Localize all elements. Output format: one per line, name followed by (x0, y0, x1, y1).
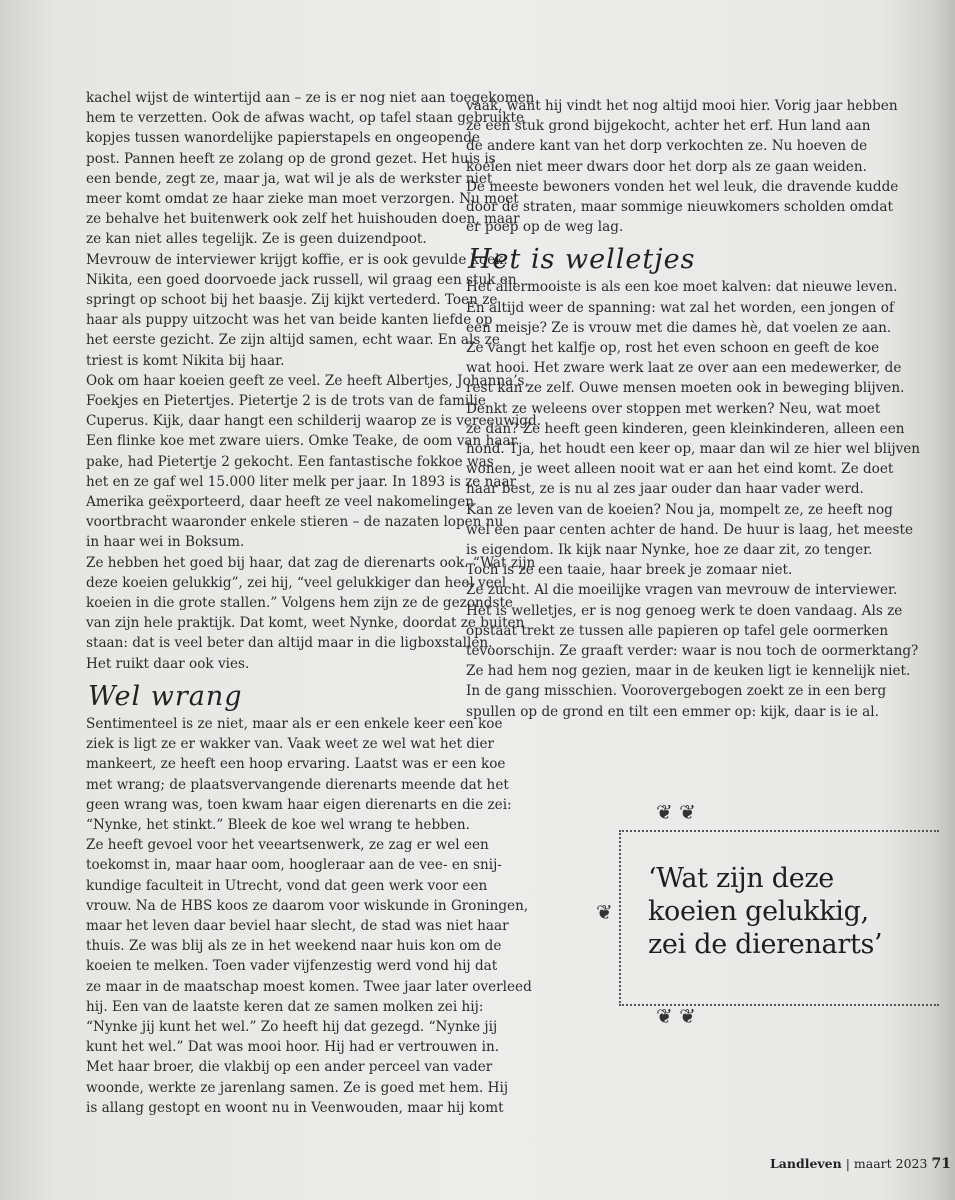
ornament-left-icon: ❦ (596, 900, 613, 924)
pull-quote-line: koeien gelukkig, (648, 896, 869, 927)
text-line: toekomst in, maar haar oom, hoogleraar aan de vee- en snij- (86, 857, 502, 874)
text-line: Sentimenteel is ze niet, maar als er een enkele keer een koe (86, 715, 503, 732)
text-line: ze dan? Ze heeft geen kinderen, geen kleinkinderen, alleen een (466, 420, 905, 437)
text-line: Ze vangt het kalfje op, rost het even schoon en geeft de koe (466, 340, 880, 357)
text-line: Amerika geëxporteerd, daar heeft ze veel nakomelingen (86, 494, 475, 511)
text-line: mankeert, ze heeft een hoop ervaring. Laatst was er een koe (86, 756, 506, 773)
text-line: Ze zucht. Al die moeilijke vragen van mevrouw de interviewer. (466, 582, 898, 599)
text-line: het en ze gaf wel 15.000 liter melk per jaar. In 1893 is ze naar (86, 473, 517, 490)
text-line: meer komt omdat ze haar zieke man moet verzorgen. Nu moet (86, 191, 519, 208)
paragraph (466, 580, 919, 721)
text-line: hem te verzetten. Ook de afwas wacht, op tafel staan gebruikte (86, 110, 525, 127)
text-line: De meeste bewoners vonden het wel leuk, die dravende kudde (466, 178, 899, 195)
text-line: spullen op de grond en tilt een emmer op: kijk, daar is ie al. (466, 703, 879, 720)
text-line: geen wrang was, toen kwam haar eigen dierenarts en die zei: (86, 796, 512, 813)
text-line: ze een stuk grond bijgekocht, achter het erf. Hun land aan (466, 118, 871, 135)
text-line: Denkt ze weleens over stoppen met werken? Neu, wat moet (466, 400, 881, 417)
text-line: Nikita, een goed doorvoede jack russell, wil graag een stuk en (86, 271, 517, 288)
text-line: Ze heeft gevoel voor het veeartsenwerk, ze zag er wel een (86, 837, 489, 854)
text-line: kundige faculteit in Utrecht, vond dat geen werk voor een (86, 877, 488, 894)
paragraph (86, 714, 512, 835)
text-line: Kan ze leven van de koeien? Nou ja, mompelt ze, ze heeft nog (466, 501, 893, 518)
text-line: wat hooi. Het zware werk laat ze over aan een medewerker, de (466, 360, 902, 377)
text-line: “Nynke, het stinkt.” Bleek de koe wel wrang te hebben. (86, 816, 470, 833)
text-line: post. Pannen heeft ze zolang op de grond gezet. Het huis is (86, 150, 496, 167)
text-line: tevoorschijn. Ze graaft verder: waar is nou toch de oormerktang? (466, 643, 919, 660)
text-line: de andere kant van het dorp verkochten ze. Nu hoeven de (466, 138, 868, 155)
pull-quote-line: ‘Wat zijn deze (648, 863, 834, 894)
issue-date: maart 2023 (853, 1156, 928, 1171)
text-line: ziek is ligt ze er wakker van. Vaak weet ze wel wat het dier (86, 736, 495, 753)
text-line: een meisje? Ze is vrouw met die dames hè, dat voelen ze aan. (466, 319, 892, 336)
ornament-top-icon: ❦ ❦ (656, 800, 696, 824)
text-line: Mevrouw de interviewer krijgt koffie, er is ook gevulde koek. (86, 251, 508, 268)
text-line: wonen, je weet alleen nooit wat er aan het eind komt. Ze doet (466, 461, 894, 478)
text-line: Foekjes en Pietertjes. Pietertje 2 is de trots van de familie (86, 393, 486, 410)
text-line: hij. Een van de laatste keren dat ze samen molken zei hij: (86, 998, 484, 1015)
text-line: ze maar in de maatschap moest komen. Twee jaar later overleed (86, 978, 532, 995)
text-line: Ook om haar koeien geeft ze veel. Ze heeft Albertjes, Johanna’s, (86, 372, 529, 389)
text-line: deze koeien gelukkig”, zei hij, “veel gelukkiger dan heel veel (86, 574, 507, 591)
pull-quote (648, 862, 938, 961)
text-line: hond. Tja, het houdt een keer op, maar dan wil ze hier wel blijven (466, 441, 921, 458)
text-line: een bende, zegt ze, maar ja, wat wil je als de werkster niet (86, 170, 493, 187)
text-line: haar best, ze is nu al zes jaar ouder dan haar vader werd. (466, 481, 864, 498)
text-line: is eigendom. Ik kijk naar Nynke, hoe ze daar zit, zo tenger. (466, 542, 873, 559)
paragraph (86, 553, 536, 674)
paragraph (466, 500, 914, 581)
right-column (466, 96, 921, 722)
text-line: door de straten, maar sommige nieuwkomers scholden omdat (466, 199, 893, 216)
left-column (86, 88, 542, 1118)
text-line: Het is welletjes, er is nog genoeg werk te doen vandaag. Als ze (466, 602, 903, 619)
text-line: Ze had hem nog gezien, maar in de keuken ligt ie kennelijk niet. (466, 663, 911, 680)
paragraph (86, 835, 532, 1118)
page-number: 71 (931, 1156, 951, 1172)
text-line: opstaat trekt ze tussen alle papieren op tafel gele oormerken (466, 622, 889, 639)
text-line: met wrang; de plaatsvervangende dierenarts meende dat het (86, 776, 509, 793)
text-line: En altijd weer de spanning: wat zal het worden, een jongen of (466, 299, 894, 316)
text-line: haar als puppy uitzocht was het van beide kanten liefde op (86, 312, 493, 329)
magazine-name: Landleven (770, 1156, 842, 1171)
text-line: kopjes tussen wanordelijke papierstapels en ongeopende (86, 130, 480, 147)
text-line: Het ruikt daar ook vies. (86, 655, 250, 672)
text-line: Een flinke koe met zware uiers. Omke Teake, de oom van haar (86, 433, 518, 450)
paragraph (86, 88, 535, 250)
text-line: springt op schoot bij het baasje. Zij kijkt vertederd. Toen ze (86, 292, 498, 309)
text-line: is allang gestopt en woont nu in Veenwouden, maar hij komt (86, 1099, 504, 1116)
text-line: woonde, werkte ze jarenlang samen. Ze is goed met hem. Hij (86, 1079, 509, 1096)
text-line: triest is komt Nikita bij haar. (86, 352, 285, 369)
page-footer (770, 1156, 951, 1172)
footer-separator: | (845, 1156, 850, 1171)
text-line: thuis. Ze was blij als ze in het weekend naar huis kon om de (86, 938, 502, 955)
section-heading: Het is welletjes (468, 244, 696, 276)
text-line: het eerste gezicht. Ze zijn altijd samen, echt waar. En als ze (86, 332, 500, 349)
text-line: voortbracht waaronder enkele stieren – de nazaten lopen nu (86, 514, 504, 531)
text-line: Met haar broer, die vlakbij op een ander perceel van vader (86, 1059, 493, 1076)
pull-quote-line: zei de dierenarts’ (648, 929, 883, 960)
text-line: In de gang misschien. Voorovergebogen zoekt ze in een berg (466, 683, 887, 700)
paragraph (466, 96, 899, 237)
text-line: rest kan ze zelf. Ouwe mensen moeten ook in beweging blijven. (466, 380, 905, 397)
text-line: Cuperus. Kijk, daar hangt een schilderij waarop ze is vereeuwigd. (86, 413, 542, 430)
text-line: vrouw. Na de HBS koos ze daarom voor wiskunde in Groningen, (86, 897, 529, 914)
paragraph (466, 277, 921, 499)
text-line: koeien in die grote stallen.” Volgens hem zijn ze de gezondste (86, 595, 513, 612)
text-line: pake, had Pietertje 2 gekocht. Een fantastische fokkoe was (86, 453, 494, 470)
text-line: koeien te melken. Toen vader vijfenzestig werd vond hij dat (86, 958, 498, 975)
text-line: Toch is ze een taaie, haar breek je zomaar niet. (466, 562, 793, 579)
text-line: vaak, want hij vindt het nog altijd mooi hier. Vorig jaar hebben (466, 98, 898, 114)
text-line: “Nynke jij kunt het wel.” Zo heeft hij dat gezegd. “Nynke jij (86, 1018, 498, 1035)
text-line: kunt het wel.” Dat was mooi hoor. Hij had er vertrouwen in. (86, 1039, 500, 1056)
paragraph (86, 250, 517, 371)
text-line: ze behalve het buitenwerk ook zelf het huishouden doen, maar (86, 211, 520, 228)
paragraph (86, 371, 542, 553)
section-heading: Wel wrang (88, 680, 243, 712)
text-line: wel een paar centen achter de hand. De huur is laag, het meeste (466, 521, 914, 538)
text-line: staan: dat is veel beter dan altijd maar in die ligboxstallen. (86, 635, 493, 652)
text-line: Het allermooiste is als een koe moet kalven: dat nieuwe leven. (466, 279, 898, 296)
text-line: er poep op de weg lag. (466, 219, 624, 236)
page-edge (929, 0, 955, 1200)
text-line: Ze hebben het goed bij haar, dat zag de dierenarts ook. “Wat zijn (86, 554, 536, 571)
text-line: in haar wei in Boksum. (86, 534, 245, 551)
text-line: van zijn hele praktijk. Dat komt, weet Nynke, doordat ze buiten (86, 615, 525, 632)
text-line: koeien niet meer dwars door het dorp als ze gaan weiden. (466, 158, 867, 175)
text-line: ze kan niet alles tegelijk. Ze is geen duizendpoot. (86, 231, 427, 248)
text-line: kachel wijst de wintertijd aan – ze is er nog niet aan toegekomen (86, 90, 535, 106)
text-line: maar het leven daar beviel haar slecht, de stad was niet haar (86, 917, 509, 934)
ornament-bottom-icon: ❦ ❦ (656, 1004, 696, 1028)
